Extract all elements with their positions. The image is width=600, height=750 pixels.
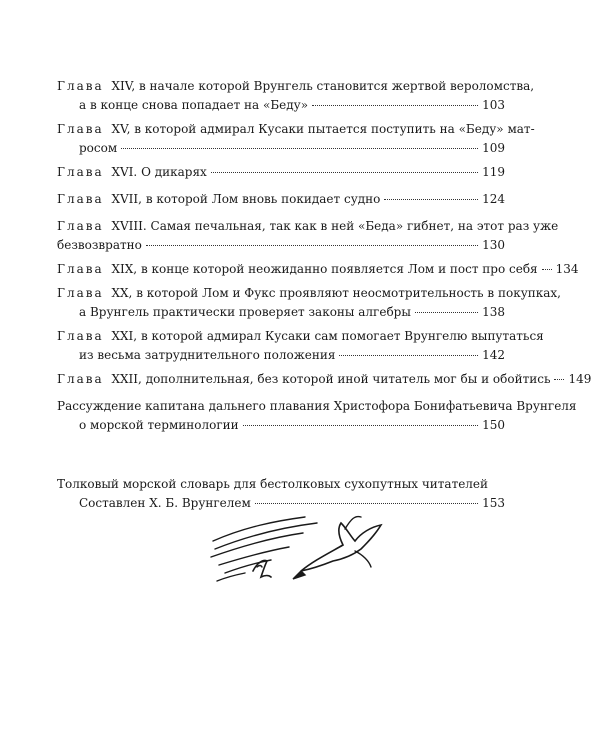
chapter-title: О дикарях: [141, 165, 207, 179]
page-number: 103: [482, 98, 505, 112]
dot-leader: [339, 355, 478, 356]
chapter-title-cont: а в конце снова попадает на «Беду»: [79, 98, 309, 112]
toc-entry[interactable]: [57, 327, 544, 365]
toc-entry[interactable]: [57, 120, 535, 158]
chapter-title: в которой адмирал Кусаки сам помогает Врунгелю выпутаться: [140, 329, 544, 343]
chapter-title-cont: из весьма затруднительного положения: [79, 348, 336, 362]
dot-leader: [211, 172, 478, 173]
page-number: 130: [482, 238, 505, 252]
section-title: Толковый морской словарь для бестолковых сухопутных читателей: [57, 477, 489, 491]
chapter-label: Глава: [57, 329, 104, 343]
table-of-contents: [57, 77, 592, 513]
chapter-label: Глава: [57, 122, 104, 136]
chapter-number: XIV,: [111, 79, 136, 93]
section-title-cont: Составлен Х. Б. Врунгелем: [79, 496, 251, 510]
dot-leader: [243, 425, 478, 426]
chapter-number: XVII,: [111, 192, 142, 206]
page-number: 149: [568, 372, 592, 386]
chapter-number: XV,: [111, 122, 131, 136]
chapter-number: XVI.: [111, 165, 138, 179]
chapter-number: XVIII.: [111, 219, 147, 233]
page-number: 119: [482, 165, 505, 179]
page-number: 138: [482, 305, 505, 319]
page-number: 153: [482, 496, 505, 510]
chapter-title: в которой Лом и Фукс проявляют неосмотрительность в покупках,: [136, 286, 561, 300]
chapter-number: XXII,: [111, 372, 142, 386]
section-title-cont: о морской терминологии: [79, 418, 239, 432]
chapter-title: Самая печальная, так как в ней «Беда» гибнет, на этот раз уже: [150, 219, 559, 233]
dot-leader: [384, 199, 478, 200]
chapter-label: Глава: [57, 372, 104, 386]
toc-entry[interactable]: [57, 190, 505, 209]
page-number: 109: [482, 141, 505, 155]
chapter-label: Глава: [57, 262, 104, 276]
toc-entry[interactable]: [57, 217, 559, 255]
chapter-title-cont: росом: [79, 141, 118, 155]
dot-leader: [542, 269, 552, 270]
seagulls-and-wind-sketch-icon: [205, 505, 395, 595]
chapter-number: XIX,: [111, 262, 138, 276]
dot-leader: [146, 245, 478, 246]
chapter-title-cont: безвозвратно: [57, 238, 142, 252]
toc-entry[interactable]: [57, 370, 592, 389]
chapter-title: в которой адмирал Кусаки пытается поступить на «Беду» мат-: [134, 122, 535, 136]
page-number: 124: [482, 192, 505, 206]
dot-leader: [554, 379, 564, 380]
chapter-label: Глава: [57, 79, 104, 93]
page-number: 142: [482, 348, 505, 362]
dot-leader: [121, 148, 478, 149]
chapter-title: в начале которой Врунгель становится жертвой вероломства,: [138, 79, 535, 93]
chapter-title: в которой Лом вновь покидает судно: [145, 192, 381, 206]
chapter-number: XX,: [111, 286, 133, 300]
chapter-title: в конце которой неожиданно появляется Лом и пост про себя: [140, 262, 538, 276]
chapter-number: XXI,: [111, 329, 138, 343]
toc-entry[interactable]: [57, 260, 579, 279]
page-number: 134: [555, 262, 579, 276]
chapter-label: Глава: [57, 165, 104, 179]
toc-entry-reasoning[interactable]: [57, 397, 577, 435]
toc-entry[interactable]: [57, 284, 561, 322]
dot-leader: [415, 312, 478, 313]
chapter-title-cont: а Врунгель практически проверяет законы алгебры: [79, 305, 411, 319]
toc-entry[interactable]: [57, 163, 505, 182]
chapter-label: Глава: [57, 192, 104, 206]
page-number: 150: [482, 418, 505, 432]
chapter-title: дополнительная, без которой иной читатель мог бы и обойтись: [145, 372, 551, 386]
chapter-label: Глава: [57, 219, 104, 233]
dot-leader: [312, 105, 478, 106]
section-title: Рассуждение капитана дальнего плавания Христофора Бонифатьевича Врунгеля: [57, 399, 577, 413]
dot-leader: [255, 503, 478, 504]
toc-entry[interactable]: [57, 77, 535, 115]
chapter-label: Глава: [57, 286, 104, 300]
